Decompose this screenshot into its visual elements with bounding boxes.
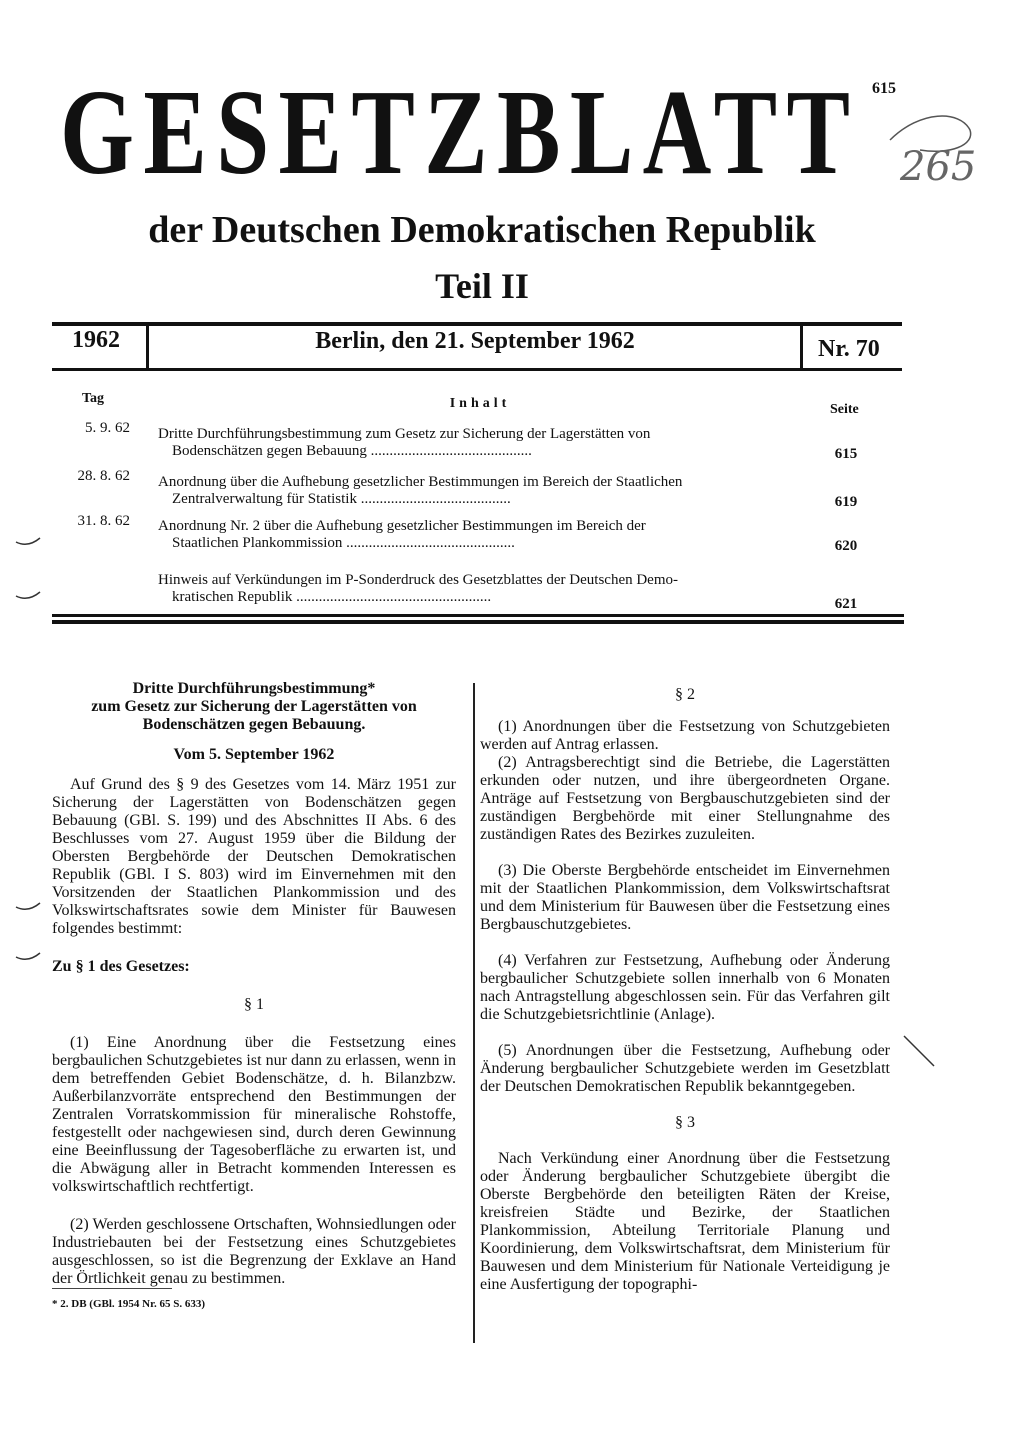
decree-date: Vom 5. September 1962 [173, 746, 335, 763]
header-bar-top [52, 322, 902, 326]
margin-mark-icon [14, 530, 44, 610]
paragraph-text: (2) Antragsberechtigt sind die Betriebe, die Lagerstätten erkunden oder nutzen, und ihre übergeordneten Organe. Anträge auf Festsetzung von Bergbauschutzgebieten sind der zuständigen Bergbehörde mit einer Stellungnahme des zuständigen Rates des Bezirkes zuzuleiten. [480, 754, 890, 843]
toc-entry-line: Zentralverwaltung für Statistik ........................................ [172, 491, 511, 507]
toc-entry-line: Hinweis auf Verkündungen im P-Sonderdruck des Gesetzblattes der Deutschen Demo- [158, 572, 679, 588]
margin-mark-icon [900, 1032, 940, 1072]
left-column [52, 680, 456, 1288]
toc-entry-line: Bodenschätzen gegen Bebauung ........................................... [172, 443, 532, 459]
paragraph-heading: § 2 [675, 686, 695, 703]
paragraph-text: (4) Verfahren zur Festsetzung, Aufhebung oder Änderung bergbaulicher Schutzgebiete sollen innerhalb von 6 Monaten nach Antragstellung abgeschlossen sein. Für das Verfahren gilt die Schutzgebietsrichtlinie (Anlage). [480, 952, 890, 1023]
margin-mark-icon [14, 895, 44, 975]
toc-date: 31. 8. 62 [77, 513, 130, 529]
toc-entry-line: Dritte Durchführungsbestimmung zum Gesetz zur Sicherung der Lagerstätten von [158, 426, 651, 442]
issue-number: Nr. 70 [818, 336, 880, 362]
dateline: Berlin, den 21. September 1962 [315, 328, 635, 354]
toc-entry[interactable] [158, 572, 798, 606]
toc-date-header: Tag [82, 391, 105, 406]
column-separator [473, 683, 475, 1343]
section-rule [52, 620, 904, 624]
paragraph-heading: § 1 [244, 996, 264, 1013]
toc-entry-line: Anordnung Nr. 2 über die Aufhebung gesetzlicher Bestimmungen im Bereich der [158, 518, 646, 534]
header-divider [146, 322, 149, 368]
paragraph-text: (2) Werden geschlossene Ortschaften, Wohnsiedlungen oder Industriebauten bei der Festsetzung eines Schutzgebietes ausgeschlossen, so ist die Begrenzung der Exklave an Hand der Örtlichkeit genau zu bestimmen. [52, 1216, 456, 1287]
toc-entry[interactable] [158, 474, 798, 508]
toc-page: 619 [834, 494, 858, 510]
toc-page: 615 [834, 446, 858, 462]
subtitle: der Deutschen Demokratischen Republik [148, 209, 816, 251]
paragraph-text: (1) Anordnungen über die Festsetzung von Schutzgebieten werden auf Antrag erlassen. [480, 718, 890, 753]
preamble: Auf Grund des § 9 des Gesetzes vom 14. März 1951 zur Sicherung der Lagerstätten von Bodenschätzen gegen Bebauung (GBl. S. 199) und des Abschnittes II Abs. 6 des Beschlusses vom 27. August 1959 über die Bildung der Obersten Bergbehörde der Deutschen Demokratischen Republik (GBl. I S. 803) wird im Einvernehmen mit den Vorsitzenden der Staatlichen Plankommission und des Volkswirtschaftsrates sowie dem Minister für Bauwesen folgendes bestimmt: [52, 776, 456, 937]
toc-entry[interactable] [158, 426, 798, 460]
footnote: * 2. DB (GBl. 1954 Nr. 65 S. 633) [52, 1298, 205, 1310]
page-number: 615 [872, 80, 896, 97]
toc-title: Inhalt [449, 396, 511, 411]
handwritten-note-text: 265 [900, 144, 977, 190]
section-rule [52, 614, 904, 617]
paragraph-text: Nach Verkündung einer Anordnung über die Festsetzung oder Änderung bergbaulicher Schutzgebiete übergibt die Oberste Bergbehörde den beteiligten Räten der Kreise, kreisfreien Städte und Bezirke, der Staatlichen Plankommission, Abteilung Territoriale Planung und Koordinierung, dem Volkswirtschaftsrat, dem Ministerium für Bauwesen und dem Ministerium für Nationale Verteidigung je eine Ausfertigung der topographi- [480, 1150, 890, 1293]
toc-entry[interactable] [158, 518, 798, 552]
masthead-title: GESETZBLATT [60, 65, 860, 200]
toc-entry-line: kratischen Republik .................................................... [172, 589, 492, 605]
year: 1962 [72, 327, 120, 353]
toc-date: 28. 8. 62 [77, 468, 130, 484]
handwritten-note-icon [880, 100, 990, 195]
header-bar-bottom [52, 368, 902, 371]
toc-page-header: Seite [830, 402, 859, 417]
toc-entry-line: Anordnung über die Aufhebung gesetzlicher Bestimmungen im Bereich der Staatlichen [158, 474, 683, 490]
right-column [480, 686, 890, 1294]
toc-page: 620 [834, 538, 858, 554]
toc-page: 621 [834, 596, 858, 612]
toc-entry-line: Staatlichen Plankommission ............................................. [172, 535, 515, 551]
decree-title-line: Dritte Durchführungsbestimmung* [132, 680, 376, 697]
paragraph-text: (1) Eine Anordnung über die Festsetzung eines bergbaulichen Schutzgebietes ist nur dann zu erlassen, wenn in dem betreffenden Gebiet Bodenschätze, d. h. Bilanzbzw. Außerbilanzvorräte entsprechend den Bestimmungen der Zentralen Vorratskommission für mineralische Rohstoffe, festgestellt oder nachgewiesen sind, durch deren Gewinnung eine Beeinflussung der Tagesoberfläche zu erwarten ist, und die Abwägung aller in Betracht kommenden Interessen es volkswirtschaftlich rechtfertigt. [52, 1034, 456, 1195]
part-label: Teil II [435, 266, 529, 306]
footnote-rule [52, 1288, 172, 1289]
decree-title-line: Bodenschätzen gegen Bebauung. [142, 716, 366, 733]
paragraph-text: (5) Anordnungen über die Festsetzung, Aufhebung oder Änderung bergbaulicher Schutzgebiete werden im Gesetzblatt der Deutschen Demokratischen Republik bekanntgegeben. [480, 1042, 890, 1095]
decree-title-line: zum Gesetz zur Sicherung der Lagerstätten von [91, 698, 417, 715]
paragraph-heading: § 3 [675, 1114, 695, 1131]
section-label: Zu § 1 des Gesetzes: [52, 958, 190, 975]
header-divider [800, 322, 803, 368]
toc-date: 5. 9. 62 [85, 420, 130, 436]
paragraph-text: (3) Die Oberste Bergbehörde entscheidet im Einvernehmen mit der Staatlichen Plankommission, dem Volkswirtschaftsrat und dem Ministerium für Bauwesen über die Festsetzung eines Bergbauschutzgebietes. [480, 862, 890, 933]
